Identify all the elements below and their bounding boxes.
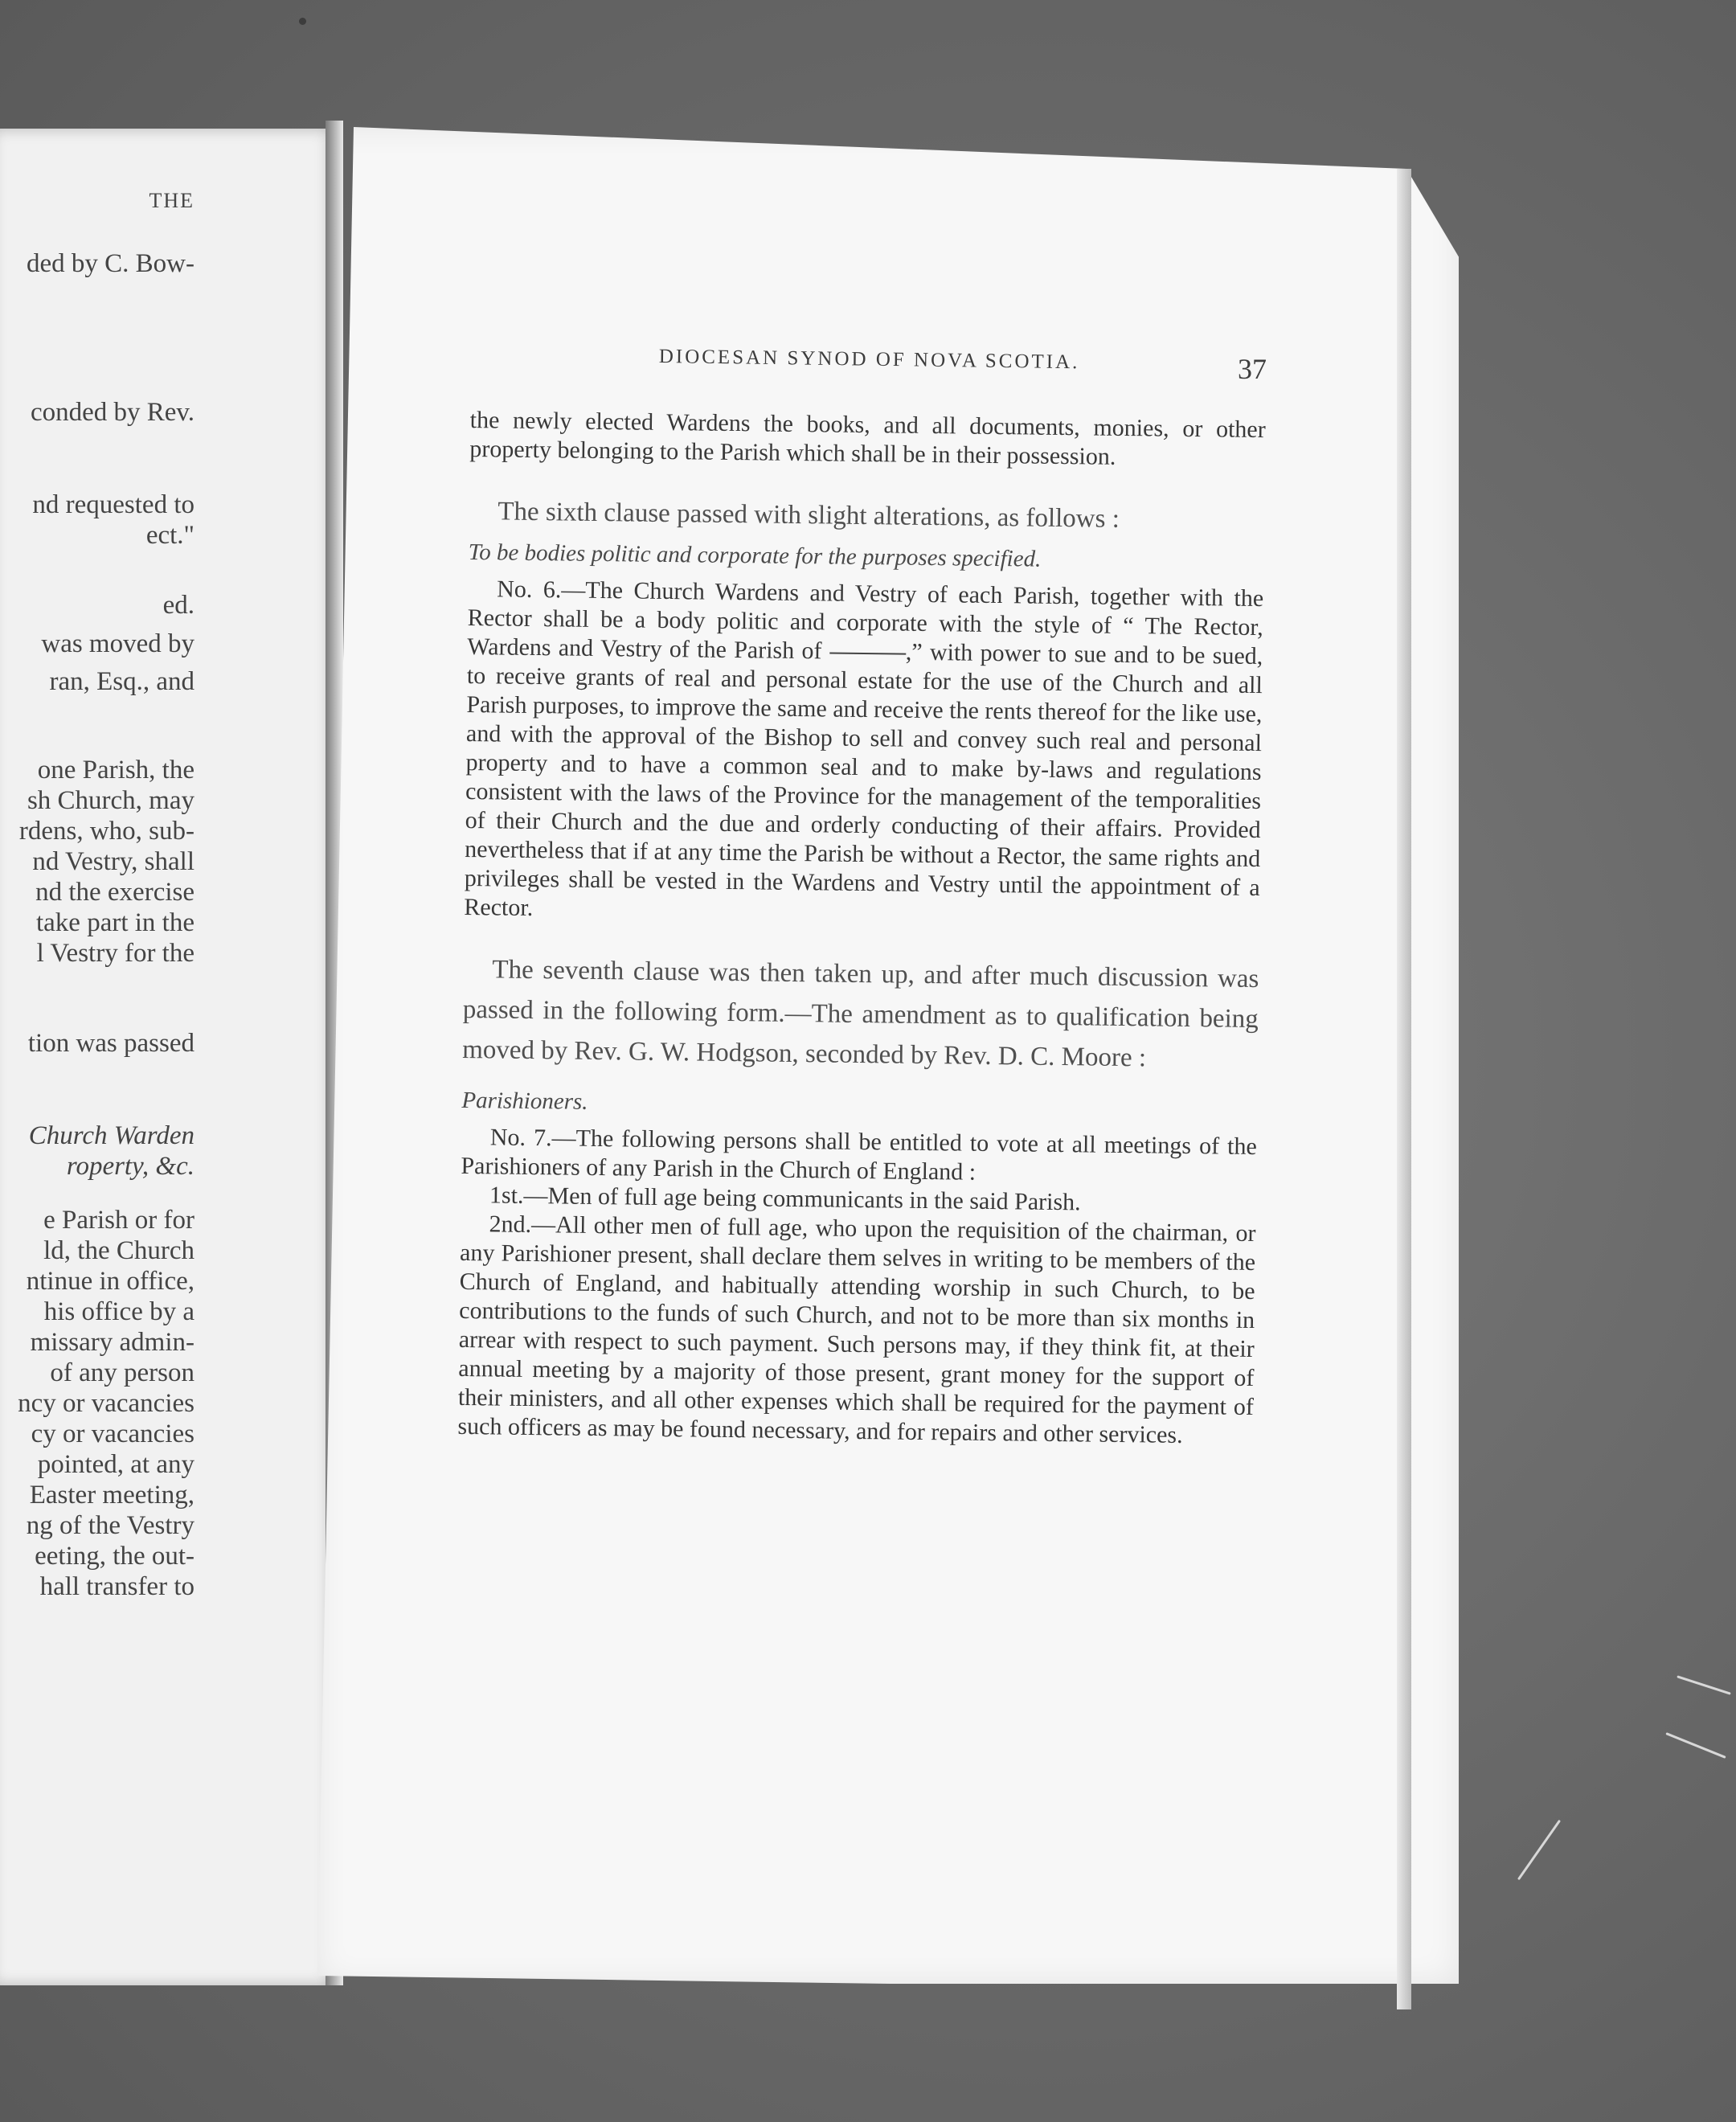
clause-six-heading: To be bodies politic and corporate for the purposes specified. <box>468 539 1042 572</box>
page-number: 37 <box>1238 353 1267 385</box>
sixth-clause-intro: The sixth clause passed with slight alterations, as follows : <box>497 497 1120 534</box>
dust-speck <box>299 18 306 25</box>
left-page-line: ran, Esq., and <box>49 667 194 696</box>
left-page-line: ng of the Vestry <box>26 1511 194 1540</box>
page-body <box>457 406 1266 1451</box>
clause-six-start: No. 6.—The Church Wardens and Vestry of each Parish, together with the Rector shall be a body politic and corporate with the style of “ The Rector, Wardens and Vestry of the Parish of <box>467 576 1264 665</box>
clause-six-text <box>464 575 1263 932</box>
left-page-line: one Parish, the <box>37 756 194 784</box>
left-page-line: his office by a <box>43 1297 194 1326</box>
left-page-line: ntinue in office, <box>26 1267 194 1296</box>
clause-seven-text: No. 7.—The following persons shall be entitled to vote at all meetings of the Parishioners of any Parish in the Church of England : <box>461 1124 1258 1186</box>
left-page-line: nd the exercise <box>35 878 194 907</box>
left-page-line: ed. <box>162 591 194 620</box>
left-page-line: was moved by <box>41 629 194 658</box>
left-page-line: pointed, at any <box>37 1450 194 1479</box>
left-page-line: conded by Rev. <box>30 398 194 427</box>
left-page-line: ded by C. Bow- <box>27 249 194 278</box>
blank-line <box>829 653 906 655</box>
clause-seven-item-1: 1st.—Men of full age being communicants in the said Parish. <box>489 1182 1081 1216</box>
left-page-line: cy or vacancies <box>31 1419 194 1448</box>
left-page-line: THE <box>149 189 194 212</box>
left-page-line: Easter meeting, <box>29 1481 194 1510</box>
page-edge <box>1397 169 1411 2009</box>
left-page-line: eeting, the out- <box>35 1542 194 1571</box>
left-page-line: take part in the <box>35 908 194 937</box>
left-page-line: ld, the Church <box>43 1236 194 1265</box>
left-page-line: nd Vestry, shall <box>32 847 194 876</box>
left-page-line: roperty, &c. <box>66 1152 194 1181</box>
left-page-line: rdens, who, sub- <box>18 817 194 846</box>
left-page-line: Church Warden <box>28 1121 194 1150</box>
left-page-line: l Vestry for the <box>36 939 194 968</box>
seventh-clause-intro: The seventh clause was then taken up, and after much discussion was passed in the following form.—The amendment as to qualification being moved by Rev. G. W. Hodgson, seconded by Rev. D. C. Moore : <box>461 955 1259 1073</box>
left-page-line: ncy or vacancies <box>18 1389 194 1418</box>
clause-seven-heading: Parishioners. <box>461 1087 588 1115</box>
continued-paragraph: the newly elected Wardens the books, and all documents, monies, or other property belonging to the Parish which shall be in their possession. <box>469 406 1266 470</box>
clause-seven-item-2: 2nd.—All other men of full age, who upon the requisition of the chairman, or any Parishioner present, shall declare them selves in writing to be members of the Church of England, and habitually attending worship in such Church, to be contributions to the funds of such Church, and not to be more than six months in arrear with respect to such payment. Such persons may, if they think fit, at their annual meeting by a majority of those present, grant money for the support of their ministers, and all other expenses which shall be required for the payment of such officers as may be found necessary, and for repairs and other services. <box>457 1211 1256 1448</box>
left-page-line: hall transfer to <box>39 1572 194 1601</box>
left-page-line: tion was passed <box>27 1029 194 1058</box>
running-head: DIOCESAN SYNOD OF NOVA SCOTIA. <box>658 346 1080 374</box>
left-page-line: ect." <box>145 521 194 550</box>
left-page-line: of any person <box>50 1358 194 1387</box>
clause-six-rest: ,” with power to sue and to be sued, to receive grants of real and personal estate for the use of the Church and all Parish purposes, to improve the same and receive the rents thereof for the like use, and with the approval of the Bishop to sell and convey such real and personal property and to have a common seal and to make by-laws and regulations consistent with the laws of the Province for the management of the temporalities of their Church and the due and orderly conducting of their affairs. Provided nevertheless that if at any time the Parish be without a Rector, the same rights and privileges shall be vested in the Wardens and Vestry until the appointment of a Rector. <box>464 638 1263 922</box>
left-page-text <box>0 129 194 1985</box>
left-page <box>0 129 338 1985</box>
left-page-line: missary admin- <box>30 1328 194 1357</box>
left-page-line: nd requested to <box>32 490 194 519</box>
left-page-line: e Parish or for <box>43 1206 194 1235</box>
left-page-line: sh Church, may <box>27 786 194 815</box>
